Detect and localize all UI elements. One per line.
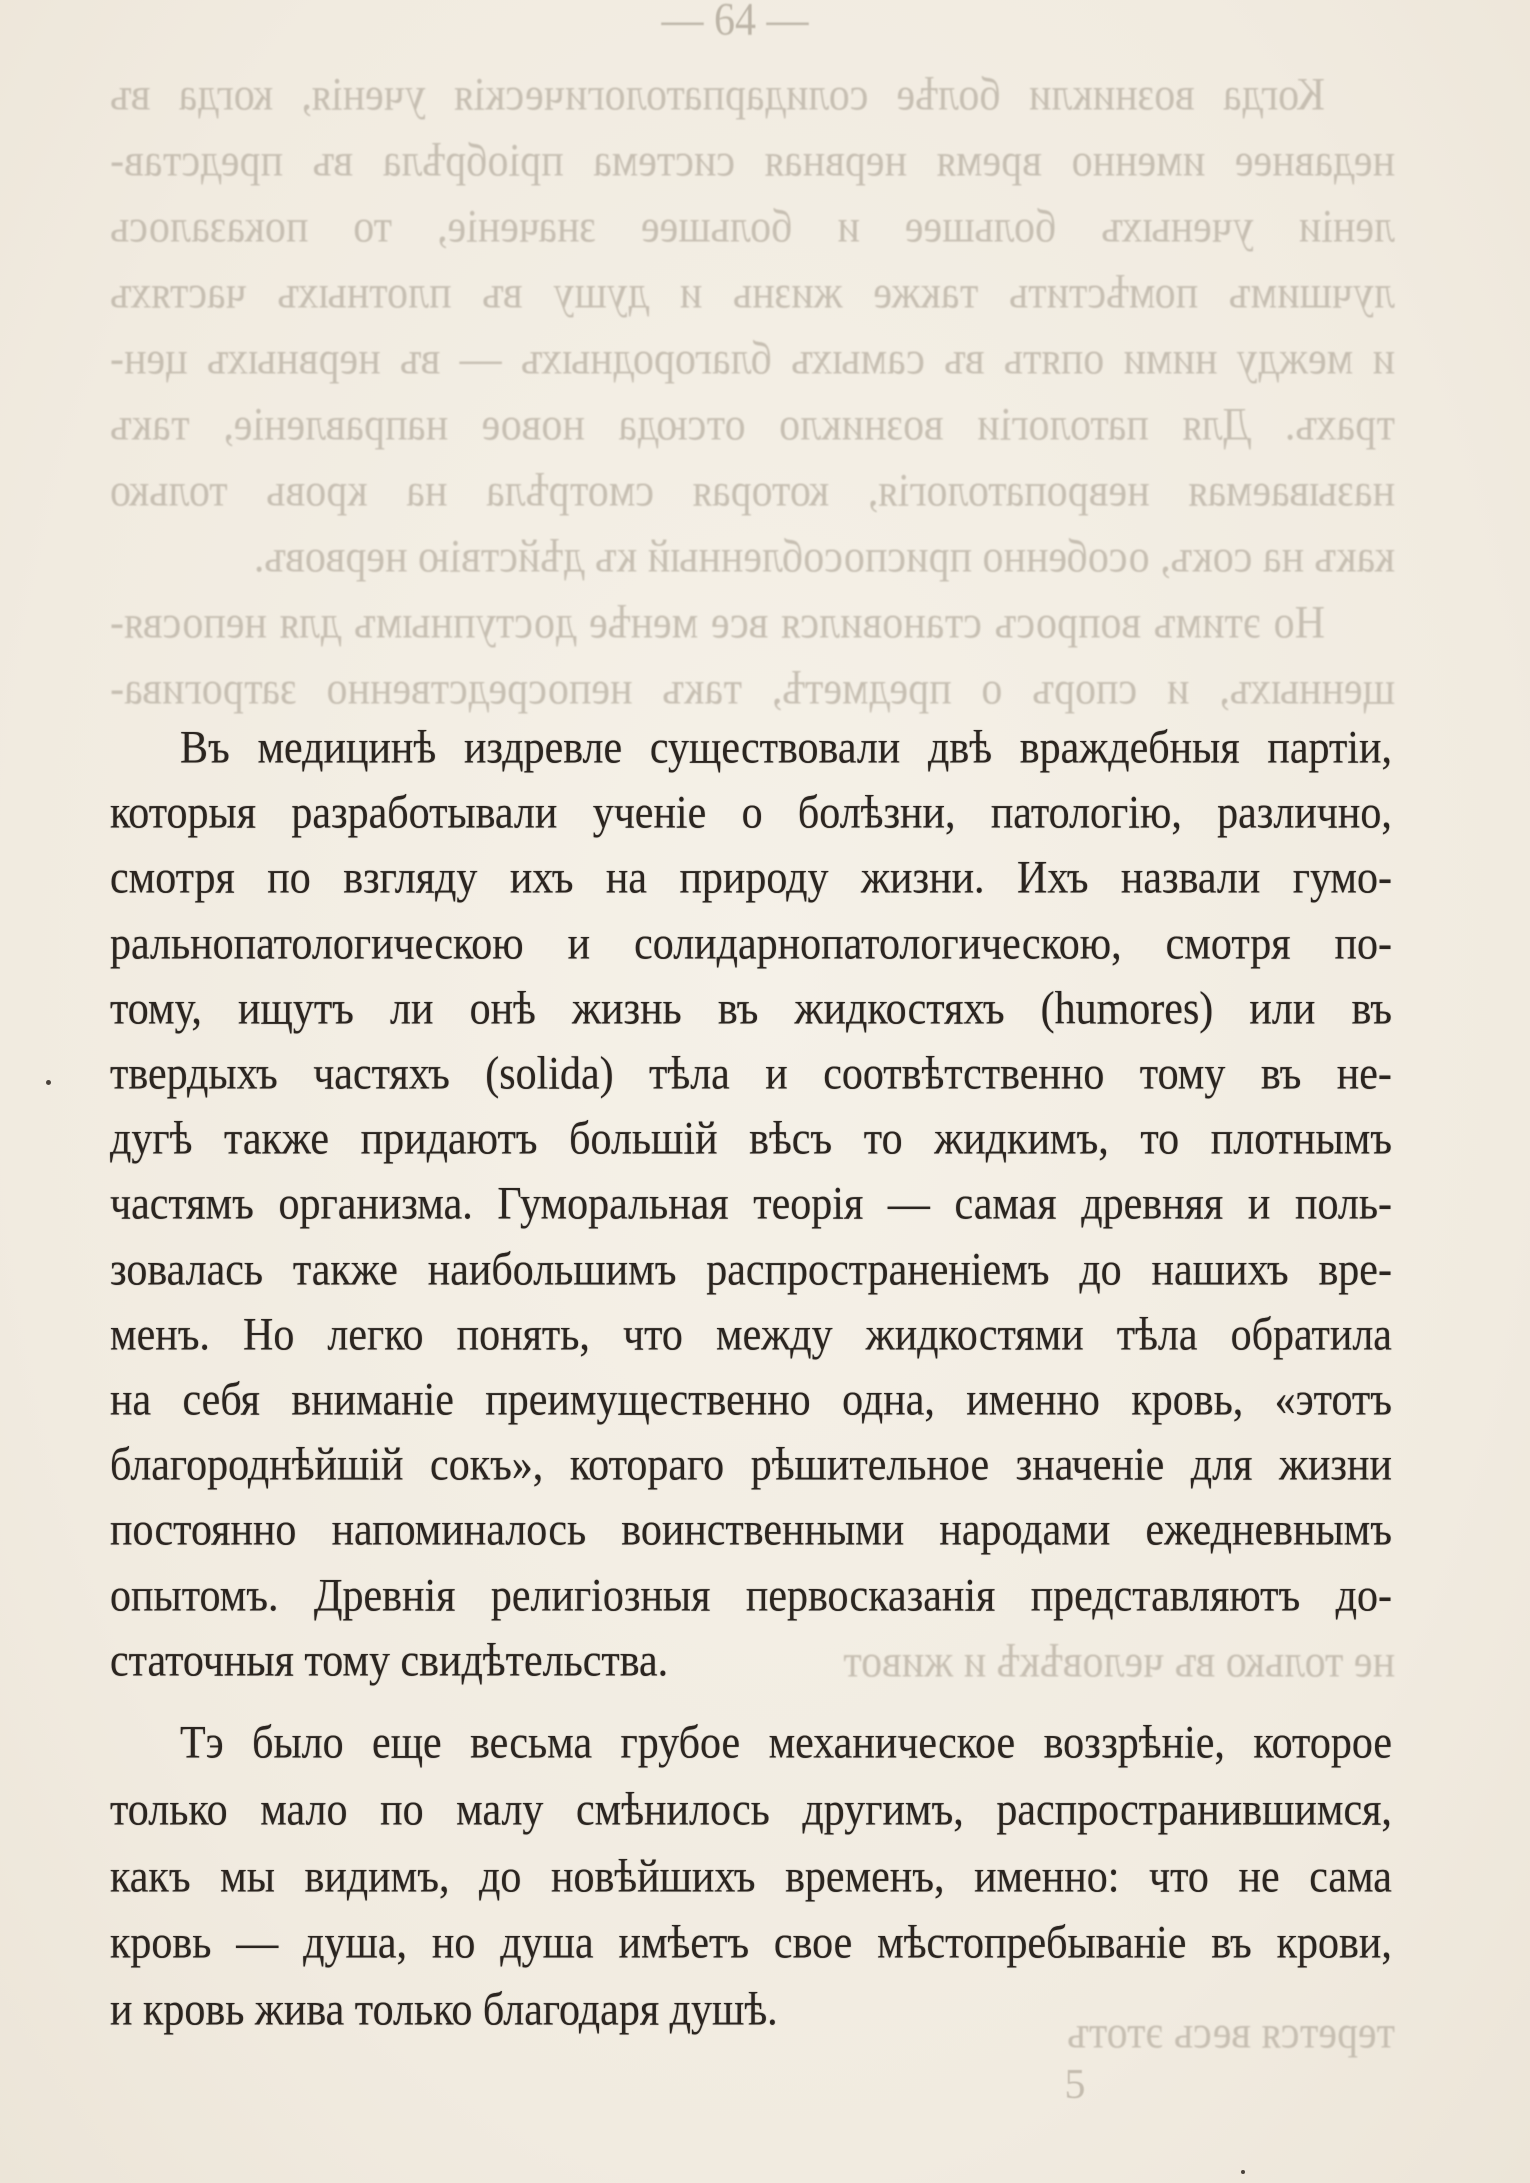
text-line: тому, ищутъ ли онѣ жизнь въ жидкостяхъ (humores) или въ	[110, 983, 1392, 1035]
text-line: частямъ организма. Гуморальная теорія — самая древняя и поль-	[110, 1178, 1392, 1230]
bleed-through-line: какъ на сокъ, особенно приспособленный къ дѣйствію нервовъ.	[253, 531, 1395, 583]
text-line: Тэ было еще весьма грубое механическое воззрѣніе, которое	[180, 1717, 1392, 1769]
bleed-through-line: Когда возникли болѣе солидарпатологическія ученія, когда въ	[110, 69, 1325, 121]
bleed-through-line: и между ними опять въ самыхъ благородныхъ — въ нервныхъ цен-	[110, 333, 1395, 385]
text-line: менъ. Но легко понять, что между жидкостями тѣла обратила	[110, 1309, 1392, 1361]
text-line: дугѣ также придаютъ большій вѣсъ то жидкимъ, то плотнымъ	[110, 1113, 1392, 1165]
text-line: какъ мы видимъ, до новѣйшихъ временъ, именно: что не сама	[110, 1851, 1392, 1903]
signature-mark: 5	[1064, 2062, 1086, 2108]
text-line: которыя разработывали ученіе о болѣзни, патологію, различно,	[110, 787, 1392, 839]
bleed-through-fragment: терется весь этотъ	[1067, 2007, 1395, 2059]
text-line: статочныя тому свидѣтельства.	[110, 1635, 669, 1687]
ink-speck	[46, 1080, 51, 1085]
text-line: смотря по взгляду ихъ на природу жизни. Ихъ назвали гумо-	[110, 852, 1392, 904]
bleed-through-line: называемая невропатологія, которая смотрѣла на кровь только	[110, 465, 1395, 517]
bleed-through-line: трахъ. Для патологіи возникло отсюда новое направленіе, такъ	[110, 399, 1395, 451]
bleed-through-fragment: не только въ человѣкѣ и живот	[843, 1636, 1395, 1688]
bleed-through-line: щенныхъ, и споръ о предметѣ, такъ непосредственно затрогива-	[110, 663, 1395, 715]
text-line: постоянно напоминалось воинственными народами ежедневнымъ	[110, 1504, 1392, 1556]
text-line: Въ медицинѣ издревле существовали двѣ враждебныя партіи,	[180, 722, 1392, 774]
ink-speck	[1241, 2170, 1245, 2174]
text-line: ральнопатологическою и солидарнопатологическою, смотря по-	[110, 918, 1392, 970]
text-line: только мало по малу смѣнилось другимъ, распространившимся,	[110, 1784, 1392, 1836]
text-line: и кровь жива только благодаря душѣ.	[110, 1984, 778, 2036]
text-line: благороднѣйшій сокъ», котораго рѣшительное значеніе для жизни	[110, 1439, 1392, 1491]
text-line: зовалась также наибольшимъ распространеніемъ до нашихъ вре-	[110, 1244, 1392, 1296]
bleed-through-line: лучшимъ помѣстить также жизнь и душу въ плотныхъ частяхъ	[110, 267, 1395, 319]
text-line: опытомъ. Древнія религіозныя первосказанія представляютъ до-	[110, 1570, 1392, 1622]
bleed-through-line: недавнее именно время нервная система пріобрѣла въ представ-	[110, 135, 1395, 187]
bleed-through-line: Но этимъ вопросъ становился все менѣе доступнымъ для непосвя-	[110, 597, 1325, 649]
page-header: — 64 —	[661, 0, 809, 46]
text-line: твердыхъ частяхъ (solida) тѣла и соотвѣтственно тому въ не-	[110, 1048, 1392, 1100]
text-line: кровь — душа, но душа имѣетъ свое мѣстопребываніе въ крови,	[110, 1917, 1392, 1969]
bleed-through-line: леніи ученыхъ большее и большее значеніе, то показалось	[110, 201, 1395, 253]
text-line: на себя вниманіе преимущественно одна, именно кровь, «этотъ	[110, 1374, 1392, 1426]
